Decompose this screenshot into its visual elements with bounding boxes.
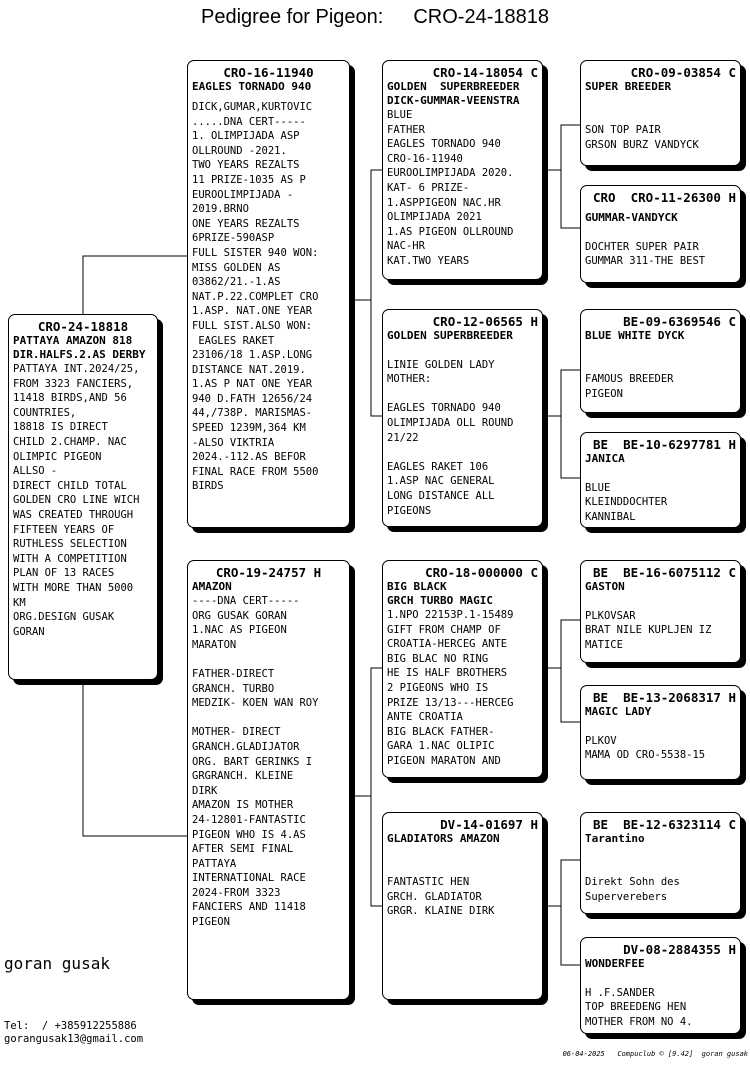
- pigeon-notes: DICK,GUMAR,KURTOVIC .....DNA CERT----- 1. OLIMPIJADA ASP OLLROUND -2021. TWO YEARS REZALTS 11 PRIZE-1035 AS P EUROOLIMPIJADA - 2019.BRNO ONE YEARS REZALTS 6PRIZE-590ASP FULL SISTER 940 WON: MISS GOLDEN AS 03862/21.-1.AS NAT.P.22.COMPLET CRO 1.ASP. NAT.ONE YEAR FULL SIST.ALSO WON: EAGLES RAKET 23106/18 1.ASP.LONG DISTANCE NAT.2019. 1.AS P NAT ONE YEAR 940 D.FATH 12656/24 44,/738P. MARISMAS- SPEED 1239M,364 KM -ALSO VIKTRIA 2024.-112.AS BEFOR FINAL RACE FROM 5500 BIRDS: [192, 101, 319, 493]
- pedigree-card-sire[interactable]: [187, 60, 350, 528]
- pigeon-notes: PATTAYA INT.2024/25, FROM 3323 FANCIERS, 11418 BIRDS,AND 56 COUNTRIES, 18818 IS DIRECT CHILD 2.CHAMP. NAC OLIMPIC PIGEON ALLSO - DIRECT CHILD TOTAL GOLDEN CRO LINE WICH WAS CREATED THROUGH FIFTEEN YEARS OF RUTHLESS SELECTION WITH A COMPETITION PLAN OF 13 RACES WITH MORE THAN 5000 KM ORG.DESIGN GUSAK GORAN: [13, 363, 140, 638]
- pigeon-notes: FAMOUS BREEDER PIGEON: [585, 373, 674, 400]
- pigeon-notes: BLUE FATHER EAGLES TORNADO 940 CRO-16-11940 EUROOLIMPIJADA 2020. KAT- 6 PRIZE- 1.ASPPIGEON NAC.HR OLIMPIJADA 2021 1.AS PIGEON OLLROUND NAC-HR KAT.TWO YEARS: [387, 109, 514, 267]
- owner-contact: Tel: / +385912255886 gorangusak13@gmail.com: [4, 1020, 144, 1045]
- pedigree-card-sire-sire[interactable]: [382, 60, 543, 280]
- pedigree-card-dss[interactable]: [580, 560, 741, 663]
- pigeon-notes: DOCHTER SUPER PAIR GUMMAR 311-THE BEST: [585, 240, 706, 268]
- pedigree-card-dam-sire[interactable]: [382, 560, 543, 778]
- pedigree-card-sire-dam[interactable]: [382, 309, 543, 527]
- pigeon-name: GOLDEN SUPERBREEDER DICK-GUMMAR-VEENSTRA: [387, 80, 520, 107]
- pedigree-card-sds[interactable]: [580, 309, 741, 413]
- pedigree-card-ssd[interactable]: [580, 185, 741, 283]
- title-ring-number: CRO-24-18818: [413, 6, 549, 28]
- pigeon-name: GASTON: [585, 580, 625, 593]
- ring-number: CRO-24-18818: [37, 319, 129, 334]
- pigeon-notes: PLKOVSAR BRAT NILE KUPLJEN IZ MATICE: [585, 609, 712, 651]
- owner-name: goran gusak: [4, 954, 110, 973]
- pigeon-notes: LINIE GOLDEN LADY MOTHER: EAGLES TORNADO 940 OLIMPIJADA OLL ROUND 21/22 EAGLES RAKET 106 1.ASP NAC GENERAL LONG DISTANCE ALL PIGEONS: [387, 358, 514, 517]
- pigeon-name: SUPER BREEDER: [585, 80, 672, 93]
- pedigree-card-dam[interactable]: [187, 560, 350, 1000]
- ring-number: CRO-12-06565 H: [432, 314, 538, 329]
- pigeon-name: Tarantino: [585, 832, 645, 845]
- pigeon-name: EAGLES TORNADO 940: [192, 80, 312, 93]
- pedigree-card-ddd[interactable]: [580, 937, 741, 1034]
- ring-number: CRO-19-24757 H: [215, 565, 322, 580]
- pigeon-name: JANICA: [585, 452, 625, 465]
- pigeon-name: WONDERFEE: [585, 957, 645, 970]
- title-label: Pedigree for Pigeon:: [201, 6, 384, 28]
- ring-number: CRO-18-000000 C: [425, 565, 538, 580]
- pedigree-card-dsd[interactable]: [580, 685, 741, 780]
- pedigree-card-dds[interactable]: [580, 812, 741, 914]
- pigeon-name: GOLDEN SUPERBREEDER: [387, 329, 513, 342]
- pigeon-notes: ----DNA CERT----- ORG GUSAK GORAN 1.NAC AS PIGEON MARATON FATHER-DIRECT GRANCH. TURBO MEDZIK- KOEN WAN ROY MOTHER- DIRECT GRANCH.GLADIJATOR ORG. BART GERINKS I GRGRANCH. KLEINE DIRK AMAZON IS MOTHER 24-12801-FANTASTIC PIGEON WHO IS 4.AS AFTER SEMI FINAL PATTAYA INTERNATIONAL RACE 2024-FROM 3323 FANCIERS AND 11418 PIGEON: [192, 595, 319, 929]
- ring-number: BE-09-6369546 C: [623, 314, 736, 329]
- pigeon-name: BLUE WHITE DYCK: [585, 329, 685, 342]
- pigeon-name: AMAZON: [192, 580, 232, 593]
- pigeon-notes: 1.NPO 22153P.1-15489 GIFT FROM CHAMP OF CROATIA-HERCEG ANTE BIG BLAC NO RING HE IS HALF BROTHERS 2 PIGEONS WHO IS PRIZE 13/13---HERCEG ANTE CROATIA BIG BLACK FATHER- GARA 1.NAC OLIPIC PIGEON MARATON AND: [387, 609, 514, 767]
- pedigree-card-sdd[interactable]: [580, 432, 741, 528]
- ring-number: BE BE-13-2068317 H: [593, 690, 736, 705]
- ring-number: CRO-14-18054 C: [432, 65, 538, 80]
- pigeon-notes: H .F.SANDER TOP BREEDENG HEN MOTHER FROM NO 4.: [585, 986, 693, 1028]
- pigeon-name: GLADIATORS AMAZON: [387, 832, 500, 845]
- pigeon-notes: PLKOV MAMA OD CRO-5538-15: [585, 734, 706, 762]
- ring-number: DV-08-2884355 H: [623, 942, 736, 957]
- pigeon-name: BIG BLACK GRCH TURBO MAGIC: [387, 580, 493, 607]
- pedigree-card-sss[interactable]: [580, 60, 741, 166]
- pigeon-notes: SON TOP PAIR GRSON BURZ VANDYCK: [585, 124, 699, 151]
- pigeon-notes: BLUE KLEINDDOCHTER KANNIBAL: [585, 481, 668, 523]
- ring-number: CRO-09-03854 C: [630, 65, 736, 80]
- pigeon-name: GUMMAR-VANDYCK: [585, 211, 678, 224]
- pedigree-card-dam-dam[interactable]: [382, 812, 543, 1000]
- pigeon-notes: FANTASTIC HEN GRCH. GLADIATOR GRGR. KLAINE DIRK: [387, 876, 495, 918]
- pigeon-name: MAGIC LADY: [585, 705, 652, 718]
- ring-number: BE BE-16-6075112 C: [593, 565, 736, 580]
- pedigree-card-subject[interactable]: [8, 314, 158, 680]
- pigeon-name: PATTAYA AMAZON 818 DIR.HALFS.2.AS DERBY: [13, 334, 146, 361]
- print-footer: 06-04-2025 Compuclub © [9.42] goran gusak: [562, 1050, 748, 1058]
- ring-number: BE BE-12-6323114 C: [593, 817, 736, 832]
- ring-number: BE BE-10-6297781 H: [593, 437, 736, 452]
- pigeon-notes: Direkt Sohn des Superverebers: [585, 876, 680, 903]
- ring-number: DV-14-01697 H: [440, 817, 538, 832]
- ring-number: CRO CRO-11-26300 H: [593, 190, 736, 205]
- ring-number: CRO-16-11940: [223, 65, 314, 80]
